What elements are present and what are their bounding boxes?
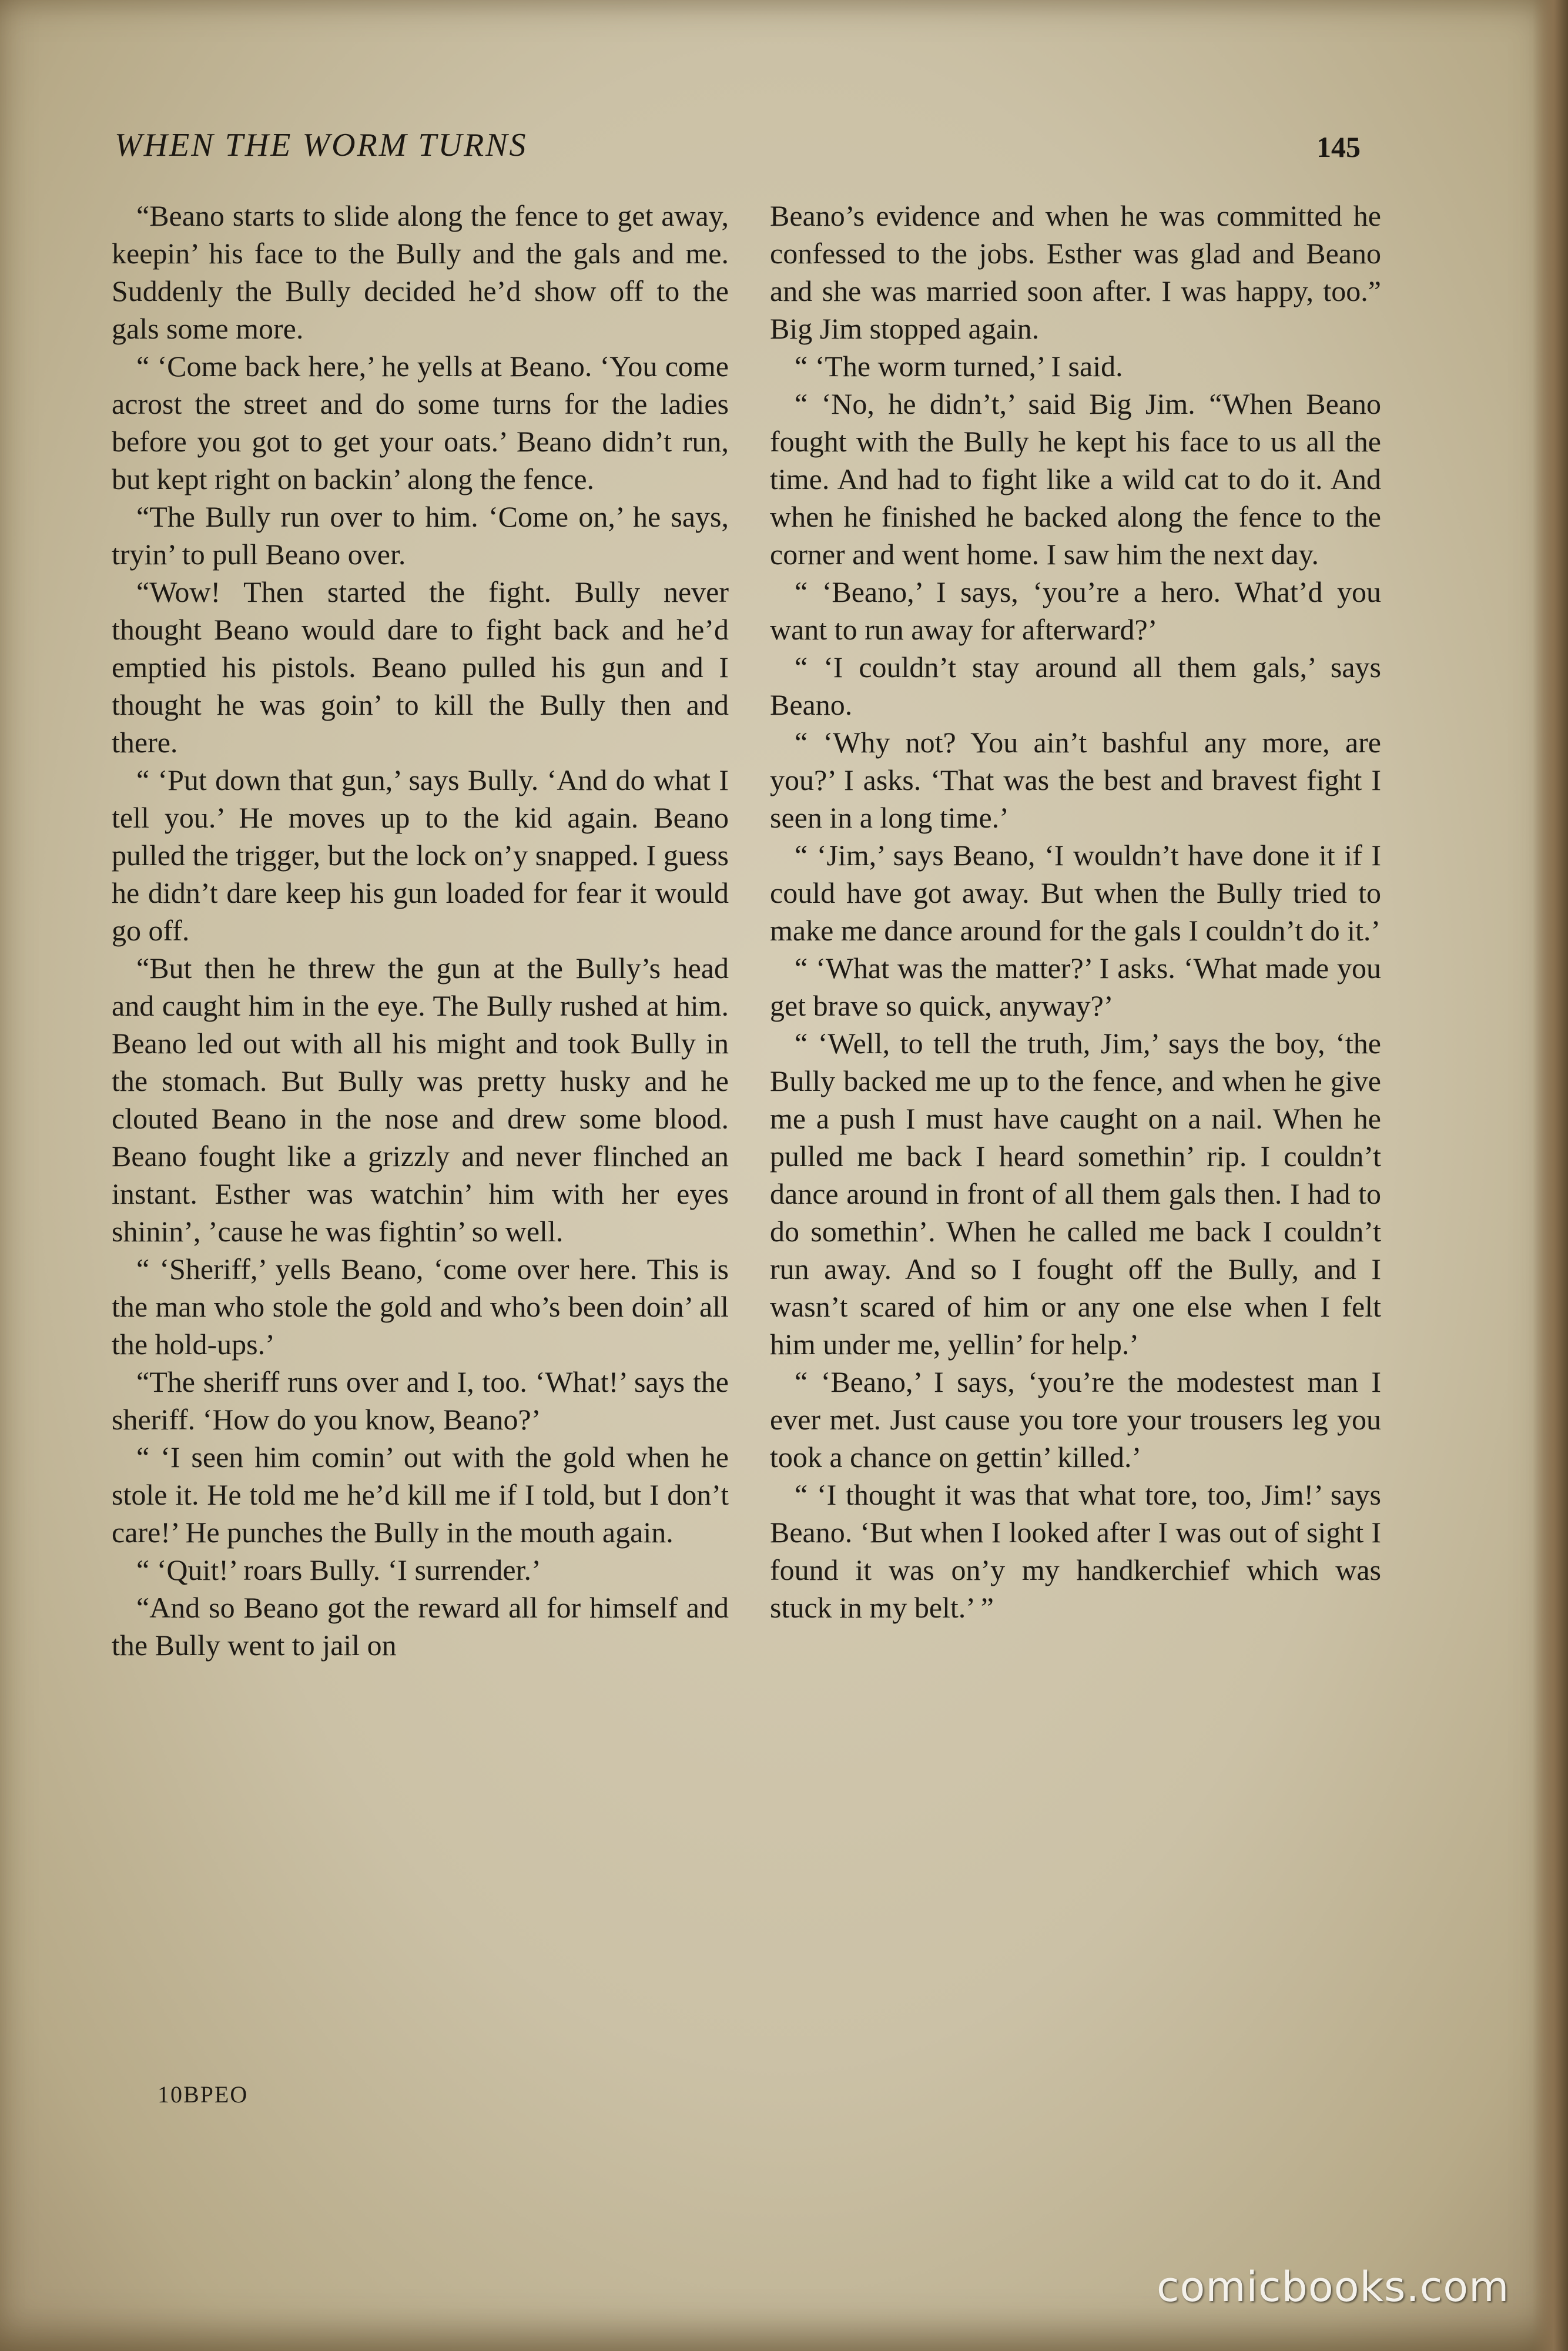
paragraph: “And so Beano got the reward all for himself and the Bully went to jail on: [112, 1591, 729, 1662]
paragraph: “The Bully run over to him. ‘Come on,’ he says, tryin’ to pull Beano over.: [112, 500, 729, 571]
paragraph: “ ‘Sheriff,’ yells Beano, ‘come over here. This is the man who stole the gold and who’s been doin’ all the hold-ups.’: [112, 1252, 729, 1361]
paragraph: “ ‘I couldn’t stay around all them gals,’ says Beano.: [770, 651, 1381, 721]
printer-signature-mark: 10BPEO: [158, 2081, 249, 2108]
paragraph: “The sheriff runs over and I, too. ‘What!’ says the sheriff. ‘How do you know, Beano?’: [112, 1365, 729, 1436]
right-column: [770, 197, 1381, 1626]
paragraph: “But then he threw the gun at the Bully’s head and caught him in the eye. The Bully rushed at him. Beano led out with all his might and took Bully in the stomach. But Bully was pretty husky and he clouted Beano in the nose and drew some blood. Beano fought like a grizzly and never flinched an instant. Esther was watchin’ him with her eyes shinin’, ’cause he was fightin’ so well.: [112, 952, 729, 1248]
site-watermark: comicbooks.com: [1157, 2263, 1510, 2311]
paragraph: “ ‘Quit!’ roars Bully. ‘I surrender.’: [136, 1553, 541, 1586]
page-binding-edge: [1533, 0, 1568, 2351]
paragraph: “Beano starts to slide along the fence to get away, keepin’ his face to the Bully and the gals and me. Suddenly the Bully decided he’d show off to the gals some more.: [112, 199, 729, 345]
paragraph: “ ‘I thought it was that what tore, too, Jim!’ says Beano. ‘But when I looked after I was out of sight I found it was on’y my handkerchief which was stuck in my belt.’ ”: [770, 1478, 1381, 1624]
paragraph: “ ‘I seen him comin’ out with the gold when he stole it. He told me he’d kill me if I told, but I don’t care!’ He punches the Bully in the mouth again.: [112, 1441, 729, 1549]
left-column: [112, 197, 729, 1664]
paragraph: “ ‘Put down that gun,’ says Bully. ‘And do what I tell you.’ He moves up to the kid again. Beano pulled the trigger, but the lock on’y snapped. I guess he didn’t dare keep his gun loaded for fear it would go off.: [112, 763, 729, 947]
paragraph: “ ‘Beano,’ I says, ‘you’re a hero. What’d you want to run away for afterward?’: [770, 575, 1381, 646]
paragraph: “ ‘Why not? You ain’t bashful any more, are you?’ I asks. ‘That was the best and bravest fight I seen in a long time.’: [770, 726, 1381, 834]
paragraph: Beano’s evidence and when he was committed he confessed to the jobs. Esther was glad and Beano and she was married soon after. I was happy, too.” Big Jim stopped again.: [770, 199, 1381, 345]
paragraph: “ ‘Jim,’ says Beano, ‘I wouldn’t have done it if I could have got away. But when the Bully tried to make me dance around for the gals I couldn’t do it.’: [770, 839, 1381, 947]
running-title: WHEN THE WORM TURNS: [115, 127, 528, 163]
paragraph: “ ‘No, he didn’t,’ said Big Jim. “When Beano fought with the Bully he kept his face to us all the time. And had to fight like a wild cat to do it. And when he finished he backed along the fence to the corner and went home. I saw him the next day.: [770, 387, 1381, 571]
paragraph: “ ‘Come back here,’ he yells at Beano. ‘You come acrost the street and do some turns for the ladies before you got to get your oats.’ Beano didn’t run, but kept right on backin’ along the fence.: [112, 350, 729, 495]
paragraph: “ ‘Well, to tell the truth, Jim,’ says the boy, ‘the Bully backed me up to the fence, and when he give me a push I must have caught on a nail. When he pulled me back I heard somethin’ rip. I couldn’t dance around in front of all them gals then. I had to do somethin’. When he called me back I couldn’t run away. And so I fought off the Bully, and I wasn’t scared of him or any one else when I felt him under me, yellin’ for help.’: [770, 1027, 1381, 1361]
page-number: 145: [1316, 130, 1361, 163]
paragraph: “ ‘The worm turned,’ I said.: [795, 350, 1123, 383]
paragraph: “ ‘What was the matter?’ I asks. ‘What made you get brave so quick, anyway?’: [770, 952, 1381, 1022]
paragraph: “Wow! Then started the fight. Bully never thought Beano would dare to fight back and he’d emptied his pistols. Beano pulled his gun and I thought he was goin’ to kill the Bully then and there.: [112, 575, 729, 759]
paragraph: “ ‘Beano,’ I says, ‘you’re the modestest man I ever met. Just cause you tore your trousers leg you took a chance on gettin’ killed.’: [770, 1365, 1381, 1473]
page-header: [115, 126, 1361, 179]
